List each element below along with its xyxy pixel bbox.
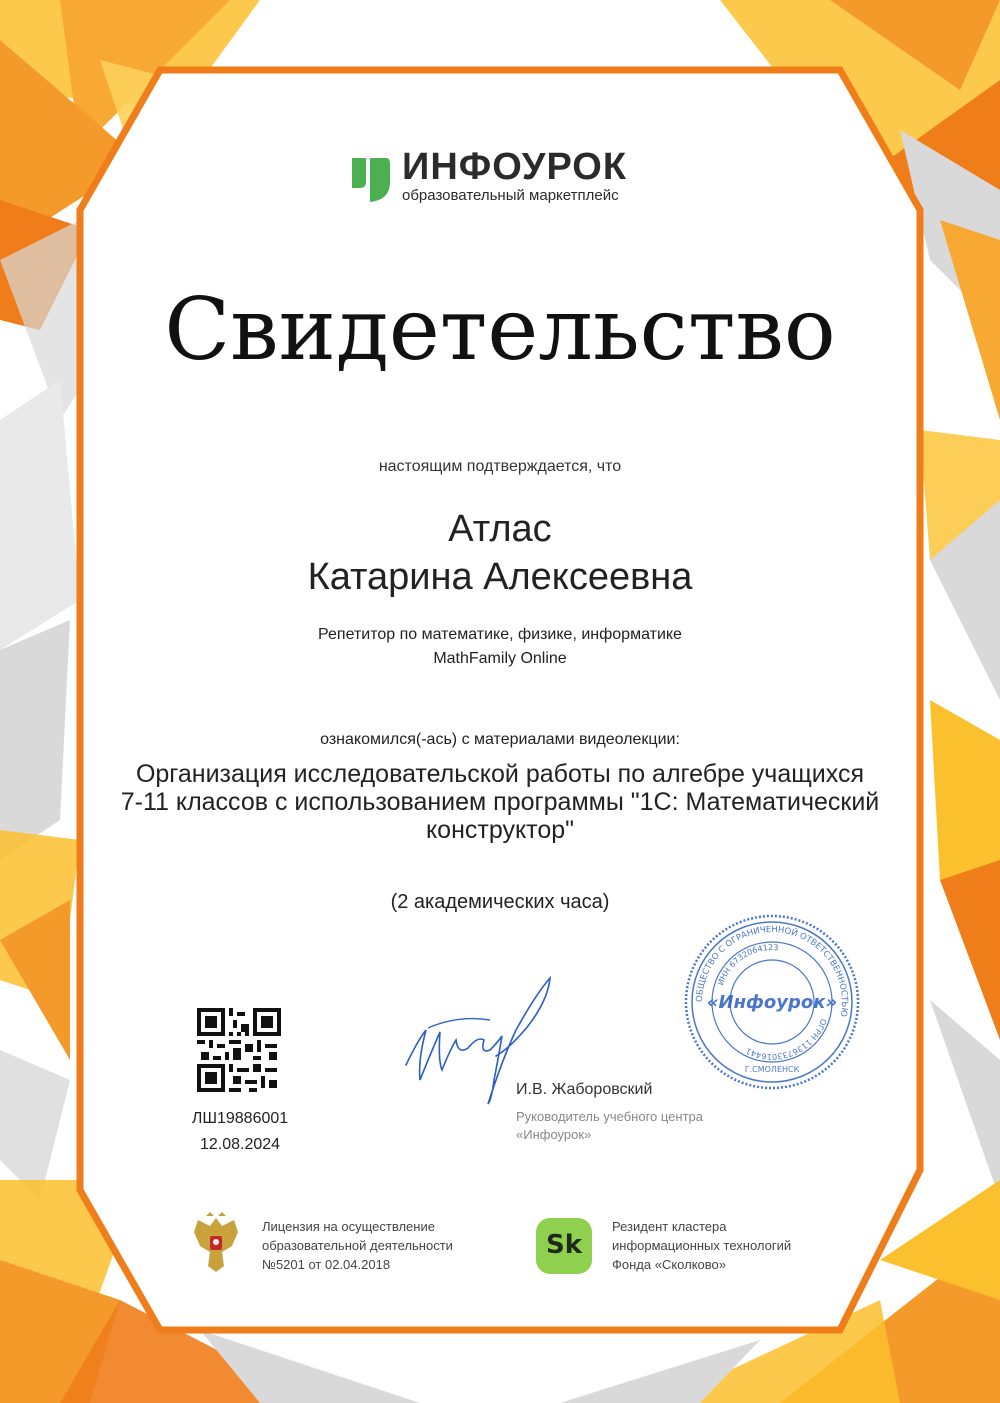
qr-code[interactable] <box>197 1008 281 1092</box>
signer-role: Руководитель учебного центра <box>516 1109 703 1124</box>
certificate-title: Свидетельство <box>164 280 836 380</box>
registration-date: 12.08.2024 <box>199 1136 281 1153</box>
course-title-line: Организация исследовательской работы по алгебре учащихся <box>135 760 865 788</box>
infourok-logo <box>350 146 670 210</box>
signer-role: «Инфоурок» <box>516 1127 592 1142</box>
logo-brand: ИНФОУРОК <box>402 146 628 188</box>
course-title-line: 7-11 классов с использованием программы "1С: Математический <box>120 788 880 816</box>
stamp-ring-text: ОБЩЕСТВО С ОГРАНИЧЕННОЙ ОТВЕТСТВЕННОСТЬЮ <box>694 924 850 1018</box>
skolkovo-text: информационных технологий <box>612 1238 792 1253</box>
skolkovo-text: Резидент кластера <box>612 1219 727 1234</box>
signer-name: И.В. Жаборовский <box>516 1081 653 1098</box>
infourok-leaf-icon <box>350 154 394 204</box>
coat-of-arms-icon <box>188 1212 244 1276</box>
license-text: Лицензия на осуществление <box>262 1219 435 1234</box>
recipient-name: Катарина Алексеевна <box>307 556 693 598</box>
recipient-position: Репетитор по математике, физике, информатике <box>318 626 682 643</box>
logo-subtitle: образовательный маркетплейс <box>402 187 619 204</box>
stamp-inn: ИНН 6732064123 <box>715 942 779 987</box>
skolkovo-logo-text: Sk <box>545 1230 583 1260</box>
recipient-organization: MathFamily Online <box>433 650 567 667</box>
license-text: образовательной деятельности <box>262 1238 453 1253</box>
course-title-line: конструктор" <box>425 816 575 844</box>
license-text: №5201 от 02.04.2018 <box>262 1257 391 1272</box>
skolkovo-logo <box>536 1218 592 1274</box>
acknowledgement-text: ознакомился(-ась) с материалами видеолекции: <box>320 731 680 748</box>
course-hours: (2 академических часа) <box>390 891 610 913</box>
intro-text: настоящим подтверждается, что <box>378 458 622 475</box>
registration-number: ЛШ19886001 <box>191 1110 289 1127</box>
official-stamp <box>682 912 862 1092</box>
skolkovo-text: Фонда «Сколково» <box>612 1257 726 1272</box>
recipient-surname: Атлас <box>448 508 552 550</box>
course-title <box>60 760 940 844</box>
stamp-city: Г.СМОЛЕНСК <box>744 1065 800 1074</box>
stamp-ogrn: ОГРН 1136733016441 <box>744 1017 829 1062</box>
stamp-center-text: «Инфоурок» <box>706 992 838 1013</box>
svg-text:ОГРН 1136733016441 <box>744 1017 828 1061</box>
